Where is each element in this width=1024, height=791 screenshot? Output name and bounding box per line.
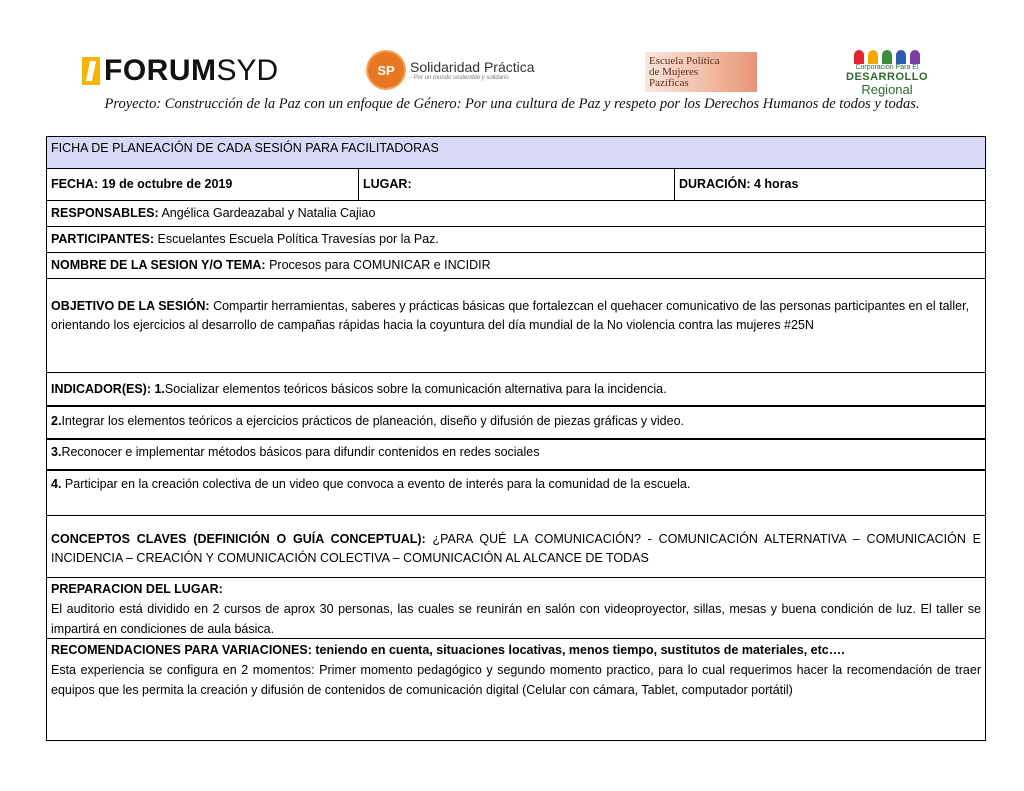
project-title: Proyecto: Construcción de la Paz con un enfoque de Género: Por una cultura de Paz y respeto por los Derechos Humanos de todos y todas. (104, 96, 920, 112)
nombre-sesion-label: NOMBRE DE LA SESION Y/O TEMA: (51, 258, 266, 272)
forumsyd-logo-light: SYD (216, 54, 279, 87)
indicador-3-text: Reconocer e implementar métodos básicos para difundir contenidos en redes sociales (61, 445, 540, 459)
indicador-2-num: 2. (51, 414, 62, 428)
epm-line-3: Pazíficas (649, 76, 689, 89)
planning-sheet (46, 136, 986, 741)
recomendaciones-row (46, 639, 986, 741)
recomendaciones-label: RECOMENDACIONES PARA VARIACIONES: teniendo en cuenta, situaciones locativas, menos tiempo, sustitutos de materiales, etc…. (51, 643, 845, 657)
indicador-4-row (46, 471, 986, 516)
nombre-sesion-row (46, 253, 986, 279)
objetivo-value: Compartir herramientas, saberes y prácticas básicas que fortalezcan el quehacer comunicativo de las personas participantes en el taller, orientando los ejercicios al desarrollo de campañas rápidas hacia la coyuntura del día mundial de la No violencia contra las mujeres #25N (51, 299, 970, 332)
responsables-value: Angélica Gardeazabal y Natalia Cajiao (158, 206, 376, 220)
epm-line-2: de Mujeres (649, 65, 699, 78)
corporacion-desarrollo-regional-logo (832, 44, 942, 97)
objetivo-label: OBJETIVO DE LA SESIÓN: (51, 299, 210, 313)
indicador-3-row (46, 440, 986, 471)
indicador-2-row (46, 407, 986, 440)
forumsyd-logo-bold: FORUM (104, 54, 217, 87)
lugar-label: LUGAR: (363, 177, 412, 191)
indicador-2-text: Integrar los elementos teóricos a ejercicios prácticos de planeación, diseño y difusión de piezas gráficas y video. (61, 414, 684, 428)
solidaridad-practica-logo (368, 52, 535, 88)
preparacion-row (46, 578, 986, 639)
forumsyd-logo (82, 54, 278, 88)
conceptos-value: ¿PARA QUÉ LA COMUNICACIÓN? - COMUNICACIÓN ALTERNATIVA – COMUNICACIÓN E INCIDENCIA – CREACIÓN Y COMUNICACIÓN COLECTIVA – COMUNICACIÓN AL ALCANCE DE TODAS (51, 532, 981, 565)
indicador-1-text: Socializar elementos teóricos básicos sobre la comunicación alternativa para la incidencia. (164, 382, 667, 396)
sp-title: Solidaridad Práctica (410, 59, 535, 75)
cdr-line-3: Regional (861, 82, 913, 97)
preparacion-label: PREPARACION DEL LUGAR: (51, 582, 223, 596)
sheet-title-row (46, 136, 986, 169)
fecha-text: FECHA: 19 de octubre de 2019 (51, 177, 233, 191)
cdr-line-1: Corporación Para El (855, 64, 919, 71)
forumsyd-mark-icon (82, 57, 100, 85)
indicador-label: INDICADOR(ES): 1. (51, 382, 165, 396)
indicador-4-text: Participar en la creación colectiva de un video que convoca a evento de interés para la comunidad de la escuela. (61, 477, 691, 491)
indicador-4-num: 4. (51, 477, 62, 491)
indicador-3-num: 3. (51, 445, 62, 459)
nombre-sesion-value: Procesos para COMUNICAR e INCIDIR (265, 258, 491, 272)
fecha-cell (47, 169, 359, 200)
participantes-value: Escuelantes Escuela Política Travesías por la Paz. (154, 232, 439, 246)
people-icon (832, 44, 942, 64)
epm-line-1: Escuela Política (649, 54, 720, 67)
duracion-cell (675, 169, 985, 200)
conceptos-row (46, 516, 986, 578)
logos-header (0, 0, 1024, 100)
responsables-label: RESPONSABLES: (51, 206, 159, 220)
cdr-line-2: DESARROLLO (846, 71, 928, 83)
objetivo-row (46, 279, 986, 373)
sp-badge-icon: SP (368, 52, 404, 88)
escuela-politica-logo (645, 52, 757, 92)
responsables-row (46, 201, 986, 227)
sp-subtitle: - Por un mundo sostenible y solidario (410, 75, 509, 81)
participantes-row (46, 227, 986, 253)
date-place-duration-row (46, 169, 986, 201)
lugar-cell (359, 169, 675, 200)
recomendaciones-value: Esta experiencia se configura en 2 momentos: Primer momento pedagógico y segundo momento practico, para lo cual requerimos hacer la recomendación de traer equipos que les permita la creación y difusión de contenidos de comunicación digital (Celular con cámara, Tablet, computador portátil) (51, 663, 981, 697)
indicador-1-row (46, 373, 986, 407)
sheet-title: FICHA DE PLANEACIÓN DE CADA SESIÓN PARA FACILITADORAS (51, 141, 439, 155)
participantes-label: PARTICIPANTES: (51, 232, 155, 246)
conceptos-label: CONCEPTOS CLAVES (DEFINICIÓN O GUÍA CONCEPTUAL): (51, 532, 426, 546)
preparacion-value: El auditorio está dividido en 2 cursos de aprox 30 personas, las cuales se reunirán en salón con videoproyector, sillas, mesas y buena condición de luz. El taller se impartirá en condiciones de aula básica. (51, 602, 981, 636)
duracion-text: DURACIÓN: 4 horas (679, 177, 799, 191)
